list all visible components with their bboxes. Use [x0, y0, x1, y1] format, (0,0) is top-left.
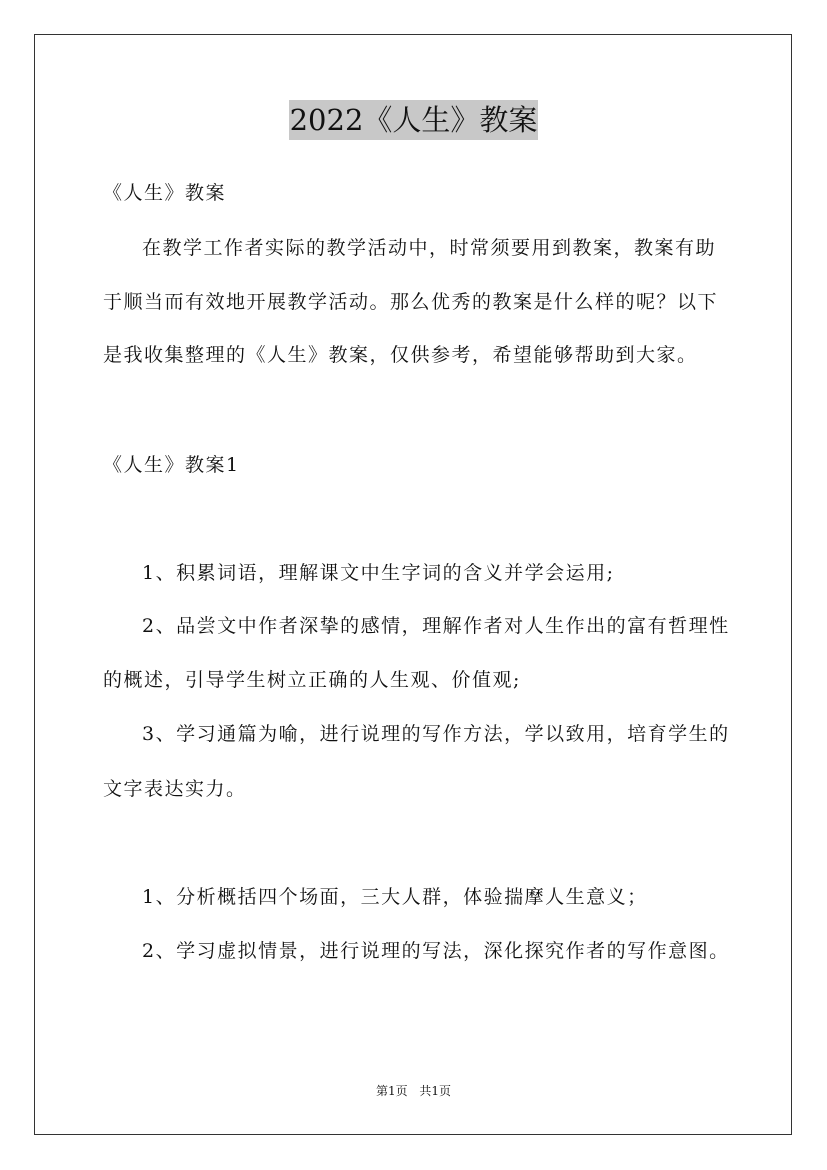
objective-line-3: 的概述，引导学生树立正确的人生观、价值观; — [103, 669, 521, 691]
page-footer — [0, 1083, 827, 1099]
title-container — [0, 100, 827, 140]
intro-line-2: 于顺当而有效地开展教学活动。那么优秀的教案是什么样的呢？以下 — [103, 291, 719, 313]
subtitle: 《人生》教案 — [103, 182, 227, 204]
objective-line-4: 3、学习通篇为喻，进行说理的写作方法，学以致用，培育学生的 — [142, 723, 730, 745]
document-title: 2022《人生》教案 — [289, 100, 539, 140]
page-total: 共1页 — [419, 1084, 452, 1098]
section-heading: 《人生》教案1 — [103, 454, 240, 476]
objective-line-1: 1、积累词语，理解课文中生字词的含义并学会运用; — [142, 562, 615, 584]
objective-line-5: 文字表达实力。 — [103, 778, 247, 800]
key-point-line-2: 2、学习虚拟情景，进行说理的写法，深化探究作者的写作意图。 — [142, 940, 730, 962]
intro-line-1: 在教学工作者实际的教学活动中，时常须要用到教案，教案有助 — [142, 237, 717, 259]
key-point-line-1: 1、分析概括四个场面，三大人群，体验揣摩人生意义； — [142, 886, 648, 908]
objective-line-2: 2、品尝文中作者深挚的感情，理解作者对人生作出的富有哲理性 — [142, 615, 730, 637]
intro-line-3: 是我收集整理的《人生》教案，仅供参考，希望能够帮助到大家。 — [103, 344, 698, 366]
page-number: 第1页 — [375, 1084, 408, 1098]
